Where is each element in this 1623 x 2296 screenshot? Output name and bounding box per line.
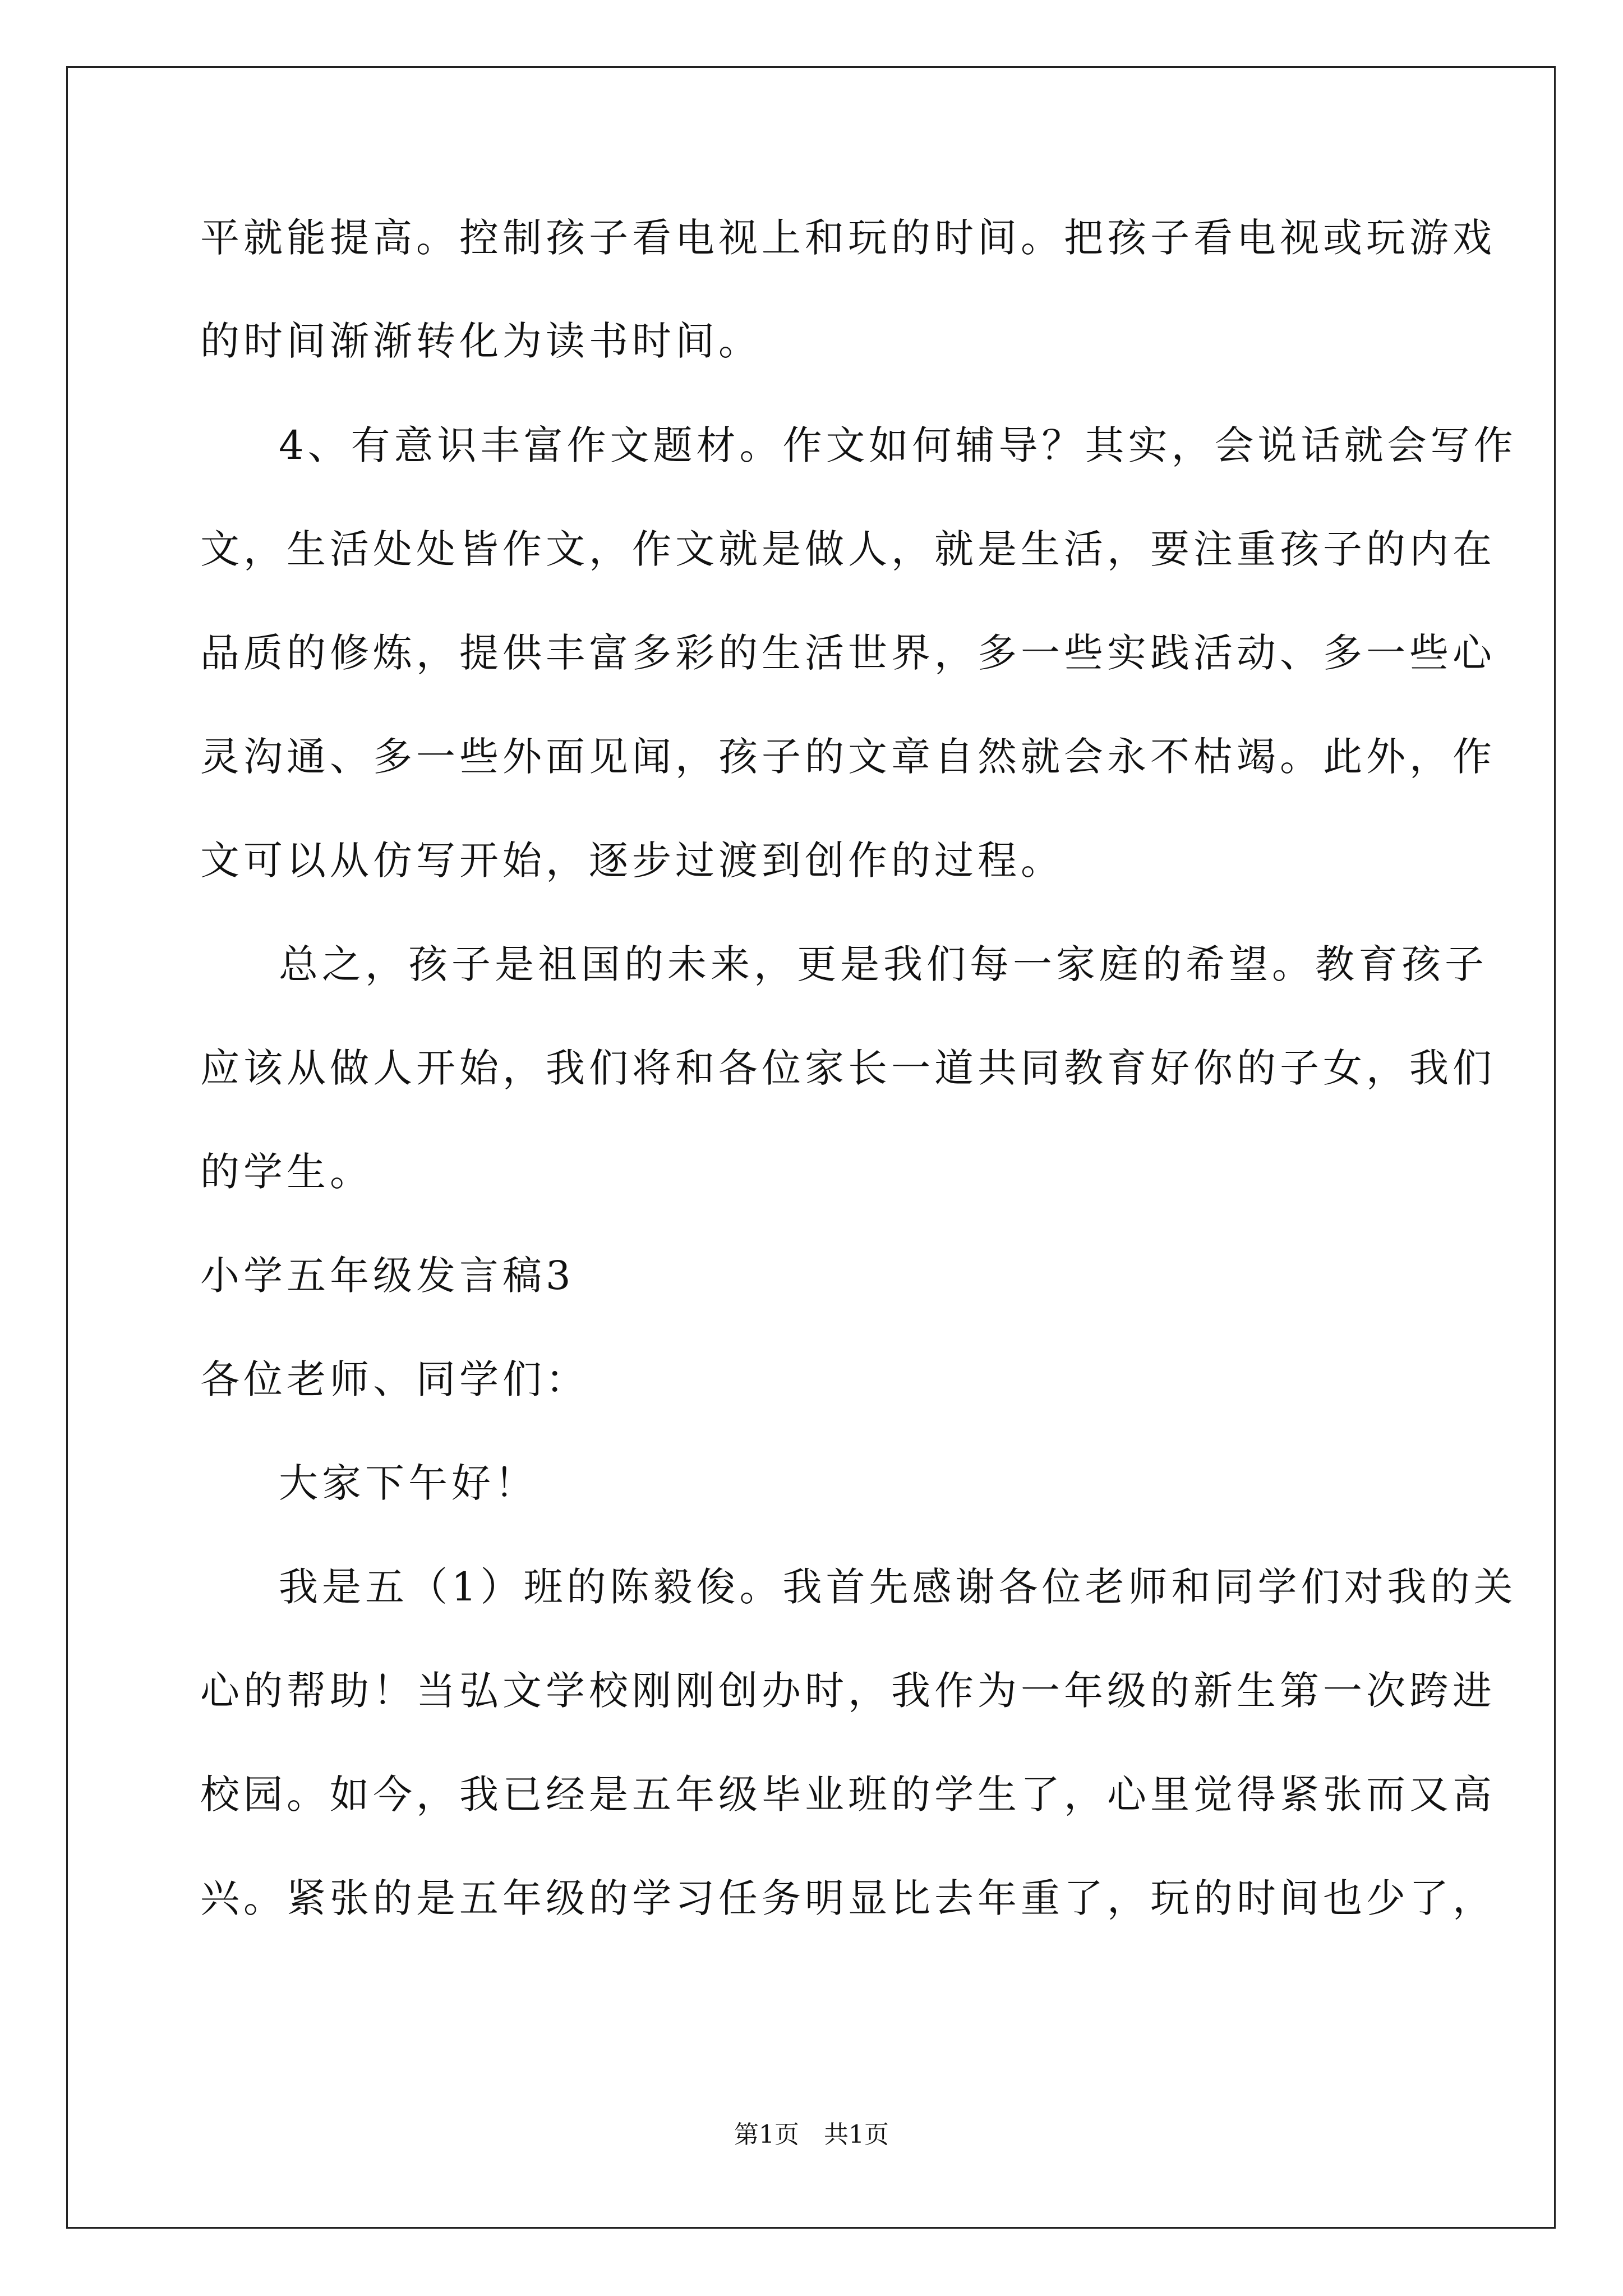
text-line: 兴。紧张的是五年级的学习任务明显比去年重了，玩的时间也少了， [200, 1875, 1496, 1921]
greeting-line: 大家下午好！ [279, 1460, 538, 1506]
paragraph-start-line: 我是五（1）班的陈毅俊。我首先感谢各位老师和同学们对我的关 [279, 1564, 1517, 1610]
page-footer: 第1页 共1页 [734, 2120, 889, 2149]
text-line: 品质的修炼，提供丰富多彩的生活世界，多一些实践活动、多一些心 [200, 630, 1496, 676]
document-body [200, 213, 1517, 1923]
text-line: 的学生。 [200, 1149, 373, 1195]
text-line: 灵沟通、多一些外面见闻，孩子的文章自然就会永不枯竭。此外，作 [200, 734, 1496, 780]
text-line: 的时间渐渐转化为读书时间。 [200, 318, 762, 364]
text-line: 文可以从仿写开始，逐步过渡到创作的过程。 [200, 838, 1064, 884]
text-line: 校园。如今，我已经是五年级毕业班的学生了，心里觉得紧张而又高 [200, 1772, 1496, 1818]
text-line: 平就能提高。控制孩子看电视上和玩的时间。把孩子看电视或玩游戏 [200, 215, 1496, 261]
paragraph-start-line: 4、有意识丰富作文题材。作文如何辅导？其实，会说话就会写作 [279, 422, 1517, 468]
text-line: 文，生活处处皆作文，作文就是做人，就是生活，要注重孩子的内在 [200, 526, 1496, 572]
text-line: 心的帮助！当弘文学校刚刚创办时，我作为一年级的新生第一次跨进 [200, 1668, 1496, 1714]
salutation-line: 各位老师、同学们： [200, 1356, 589, 1402]
section-heading: 小学五年级发言稿3 [200, 1253, 575, 1299]
paragraph-start-line: 总之，孩子是祖国的未来，更是我们每一家庭的希望。教育孩子 [279, 941, 1488, 987]
text-line: 应该从做人开始，我们将和各位家长一道共同教育好你的子女，我们 [200, 1045, 1496, 1091]
